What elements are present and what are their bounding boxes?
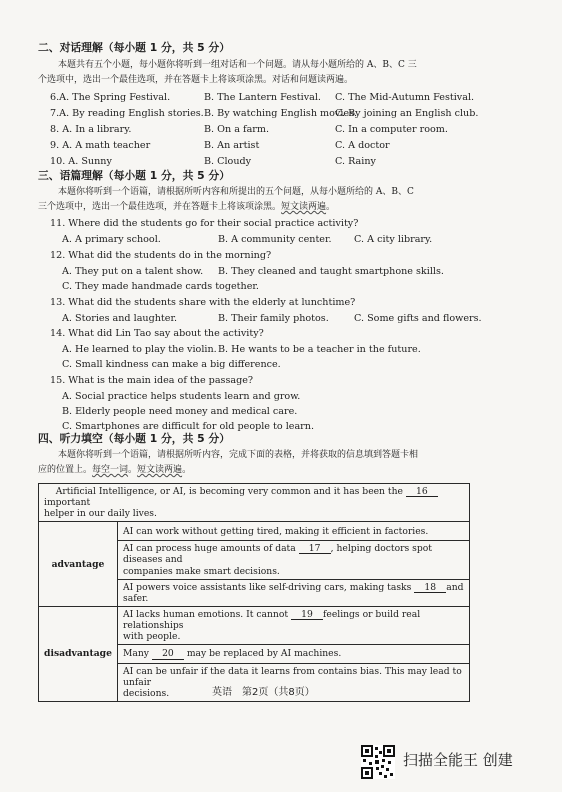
q12-option-c: C. They made handmade cards together. bbox=[62, 281, 259, 292]
advantage-2 bbox=[118, 541, 470, 579]
dis1-text: AI lacks human emotions. It cannot bbox=[123, 608, 289, 620]
q15-question: 15. What is the main idea of the passage? bbox=[50, 375, 254, 386]
table-row bbox=[39, 522, 470, 541]
ai-fill-table bbox=[38, 483, 470, 702]
page-footer: 英语 第2页（共8页） bbox=[212, 687, 315, 698]
q11-option-a: A. A primary school. bbox=[62, 234, 161, 245]
q13-option-c: C. Some gifts and flowers. bbox=[354, 313, 482, 324]
blank-18: 18 bbox=[414, 583, 446, 593]
q15-option-c: C. Smartphones are difficult for old people to learn. bbox=[62, 421, 314, 432]
q8-option-a: 8. A. In a library. bbox=[50, 124, 132, 135]
disadvantage-label: disadvantage bbox=[39, 606, 118, 701]
intro-text-end: helper in our daily lives. bbox=[44, 508, 157, 520]
dis2-text-cont: may be replaced by AI machines. bbox=[186, 648, 342, 660]
q12-option-b: B. They cleaned and taught smartphone skills. bbox=[218, 266, 444, 277]
q11-question: 11. Where did the students go for their social practice activity? bbox=[50, 218, 359, 229]
adv3-text: AI powers voice assistants like self-driving cars, making tasks bbox=[123, 581, 412, 593]
dis3-text-end: decisions. bbox=[123, 688, 170, 700]
q8-option-c: C. In a computer room. bbox=[335, 124, 448, 135]
dis3-text: AI can be unfair if the data it learns from contains bias. This may lead to unfair bbox=[123, 666, 462, 689]
section-4-instructions-line1: 本题你将听到一个语篇，请根据所听内容，完成下面的表格，并将获取的信息填到答题卡相 bbox=[58, 450, 419, 460]
adv3-text-cont: and safer. bbox=[123, 581, 464, 604]
q10-option-b: B. Cloudy bbox=[204, 156, 252, 167]
blank-20: 20 bbox=[152, 649, 184, 659]
q11-option-b: B. A community center. bbox=[218, 234, 332, 245]
q10-option-c: C. Rainy bbox=[335, 156, 376, 167]
blank-16: 16 bbox=[406, 487, 438, 497]
dis2-text: Many bbox=[123, 648, 149, 660]
q12-question: 12. What did the students do in the morning? bbox=[50, 250, 272, 261]
q9-option-b: B. An artist bbox=[204, 140, 260, 151]
instr-emphasis: 短文读两遍 bbox=[281, 202, 327, 212]
q14-question: 14. What did Lin Tao say about the activity? bbox=[50, 328, 264, 339]
q14-option-a: A. He learned to play the violin. bbox=[62, 344, 217, 355]
blank-19: 19 bbox=[291, 610, 323, 620]
instr-emphasis: 每空一词 bbox=[92, 465, 129, 475]
instr-text: 三个选项中，选出一个最佳选项，并在答题卡上将该项涂黑。 bbox=[38, 202, 282, 212]
section-4-instructions-line2 bbox=[38, 465, 191, 476]
adv2-text-cont: , helping doctors spot diseases and bbox=[123, 543, 432, 566]
adv2-text-end: companies make smart decisions. bbox=[123, 565, 280, 577]
q14-option-b: B. He wants to be a teacher in the future. bbox=[218, 344, 421, 355]
instr-text: 应的位置上。 bbox=[38, 465, 93, 475]
q7-option-c: C. By joining an English club. bbox=[335, 108, 479, 119]
section-3-instructions-line2 bbox=[38, 202, 335, 213]
q14-option-c: C. Small kindness can make a big difference. bbox=[62, 359, 281, 370]
section-2-heading: 二、对话理解（每小题 1 分，共 5 分） bbox=[38, 41, 231, 54]
q6-option-a: 6.A. The Spring Festival. bbox=[50, 92, 171, 103]
blank-17: 17 bbox=[299, 544, 331, 554]
instr-punct: 。 bbox=[182, 465, 192, 475]
q15-option-a: A. Social practice helps students learn and grow. bbox=[62, 391, 301, 402]
q11-option-c: C. A city library. bbox=[354, 234, 433, 245]
dis1-text-cont: feelings or build real relationships bbox=[123, 608, 421, 631]
q9-option-a: 9. A. A math teacher bbox=[50, 140, 151, 151]
qr-code-icon bbox=[361, 745, 395, 779]
table-row bbox=[39, 484, 470, 522]
q15-option-b: B. Elderly people need money and medical care. bbox=[62, 406, 298, 417]
instr-punct: 。 bbox=[128, 465, 138, 475]
intro-text: Artificial Intelligence, or AI, is becoming very common and it has been the bbox=[55, 486, 403, 497]
intro-text-cont: important bbox=[44, 497, 91, 509]
q12-option-a: A. They put on a talent show. bbox=[62, 266, 204, 277]
table-row bbox=[39, 606, 470, 644]
section-3-heading: 三、语篇理解（每小题 1 分，共 5 分） bbox=[38, 169, 231, 182]
q6-option-c: C. The Mid-Autumn Festival. bbox=[335, 92, 475, 103]
q8-option-b: B. On a farm. bbox=[204, 124, 270, 135]
q10-option-a: 10. A. Sunny bbox=[50, 156, 112, 167]
q6-option-b: B. The Lantern Festival. bbox=[204, 92, 321, 103]
section-4-heading: 四、听力填空（每小题 1 分，共 5 分） bbox=[38, 432, 231, 445]
q7-option-b: B. By watching English movies. bbox=[204, 108, 358, 119]
q13-option-b: B. Their family photos. bbox=[218, 313, 329, 324]
scanner-stamp: 扫描全能王 创建 bbox=[403, 751, 513, 769]
instr-emphasis: 短文读两遍 bbox=[137, 465, 183, 475]
section-2-instructions-line2: 个选项中，选出一个最佳选项，并在答题卡上将该项涂黑。对话和问题读两遍。 bbox=[38, 75, 354, 85]
advantage-1: AI can work without getting tired, making it efficient in factories. bbox=[118, 522, 470, 541]
disadvantage-2 bbox=[118, 645, 470, 664]
section-3-instructions-line1: 本题你将听到一个语篇，请根据所听内容和所提出的五个问题，从每小题所给的 A、B、C bbox=[58, 187, 414, 197]
q7-option-a: 7.A. By reading English stories. bbox=[50, 108, 204, 119]
q13-option-a: A. Stories and laughter. bbox=[62, 313, 178, 324]
section-2-instructions-line1: 本题共有五个小题，每小题你将听到一组对话和一个问题。请从每小题所给的 A、B、C 三 bbox=[58, 60, 417, 70]
q13-question: 13. What did the students share with the elderly at lunchtime? bbox=[50, 297, 356, 308]
instr-punct: 。 bbox=[326, 202, 336, 212]
advantage-3 bbox=[118, 579, 470, 606]
table-intro-cell bbox=[39, 484, 470, 522]
disadvantage-1 bbox=[118, 606, 470, 644]
adv2-text: AI can process huge amounts of data bbox=[123, 543, 296, 555]
dis1-text-end: with people. bbox=[123, 631, 181, 642]
q9-option-c: C. A doctor bbox=[335, 140, 390, 151]
advantage-label: advantage bbox=[39, 522, 118, 607]
